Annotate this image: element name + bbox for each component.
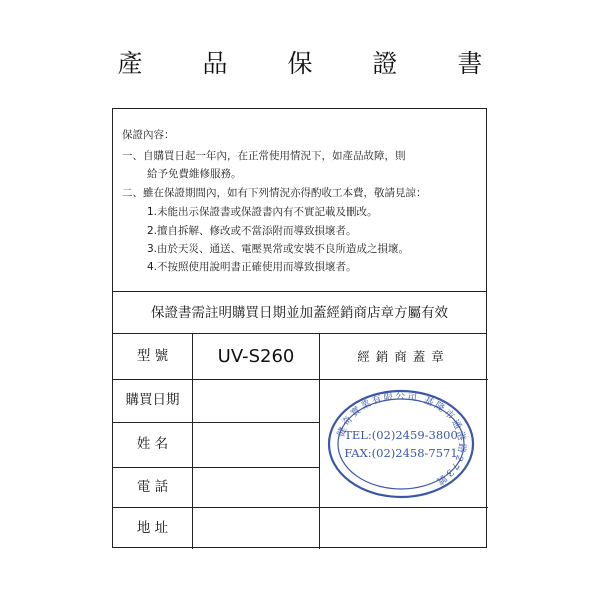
dealer-stamp-label: 經銷商蓋章 (357, 349, 450, 364)
address-field[interactable] (193, 507, 488, 549)
terms-line: 2.擅自拆解、修改或不當添附而導致損壞者。 (147, 225, 357, 237)
name-label: 姓 名 (113, 422, 193, 467)
terms-line: 3.由於天災、通送、電壓異常或安裝不良所造成之損壞。 (147, 243, 410, 255)
model-label: 型 號 (113, 334, 193, 379)
purchase-date-field[interactable] (193, 379, 319, 422)
terms-line: 二、雖在保證期間內，如有下列情況亦得酌收工本費，敬請見諒： (122, 187, 427, 199)
warranty-terms (113, 109, 486, 292)
purchase-date-label: 購買日期 (113, 379, 193, 422)
terms-line: 4.不按照使用說明書正確使用而導致損壞者。 (147, 261, 357, 273)
phone-field[interactable] (193, 467, 319, 507)
model-value: UV-S260 (217, 346, 295, 367)
document-title: 產 品 保 證 書 (117, 49, 509, 78)
stamp-tel: TEL:(02)2459-3800 (344, 428, 458, 442)
stamp-outer-text: 健奇實業有限公司 基隆市通港路273號 (335, 390, 468, 488)
stamp-fax: FAX:(02)2458-7571 (344, 446, 458, 460)
terms-line: 1.未能出示保證書或保證書內有不實記載及刪改。 (147, 206, 378, 218)
address-label: 地 址 (113, 507, 193, 549)
terms-line: 給予免費維修服務。 (147, 168, 242, 180)
terms-line: 一、自購買日起一年內，在正常使用情況下，如產品故障，則 (122, 150, 406, 162)
terms-heading: 保證內容： (122, 129, 175, 141)
dealer-stamp-seal (325, 387, 477, 501)
warranty-card (112, 108, 487, 548)
phone-label: 電 話 (113, 467, 193, 507)
name-field[interactable] (193, 422, 319, 467)
validity-notice: 保證書需註明購買日期並加蓋經銷商店章方屬有效 (113, 292, 486, 334)
stamp-outer-ring (329, 391, 473, 497)
